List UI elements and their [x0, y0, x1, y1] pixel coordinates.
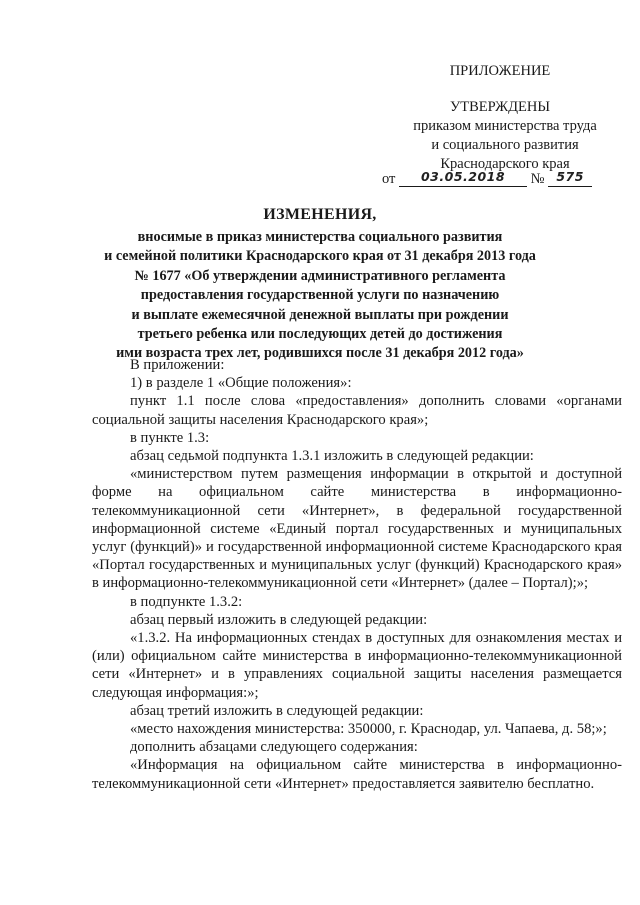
- subtitle-line: и выплате ежемесячной денежной выплаты при рождении: [131, 306, 509, 323]
- subtitle-line: вносимые в приказ министерства социального развития: [137, 229, 503, 245]
- body-paragraph: абзац третий изложить в следующей редакции:: [130, 702, 424, 719]
- order-line: и социального развития: [431, 137, 579, 153]
- order-reference: [380, 117, 630, 174]
- body-paragraph: абзац седьмой подпункта 1.3.1 изложить в следующей редакции:: [130, 448, 534, 465]
- subtitle-line: ими возраста трех лет, родившихся после 31 декабря 2012 года»: [116, 345, 524, 362]
- approved-heading: УТВЕРЖДЕНЫ: [449, 99, 551, 115]
- subtitle-line: предоставления государственной услуги по назначению: [140, 287, 500, 304]
- subtitle-line: № 1677 «Об утверждении административного регламента: [134, 267, 506, 284]
- handwritten-date: 03.05.2018: [399, 167, 527, 187]
- body-paragraph: в пункте 1.3:: [130, 429, 210, 446]
- handwritten-number: 575: [548, 167, 592, 187]
- subtitle-line: третьего ребенка или последующих детей до достижения: [137, 326, 503, 343]
- body-paragraph: В приложении:: [130, 357, 225, 373]
- date-prefix: от: [382, 171, 396, 187]
- body-paragraph: пункт 1.1 после слова «предоставления» дополнить словами «органами социальной защиты населения Краснодарского края»;: [92, 393, 622, 428]
- order-date-line: [382, 169, 632, 189]
- number-prefix: №: [530, 171, 545, 187]
- subtitle-line: и семейной политики Краснодарского края от 31 декабря 2013 года: [104, 248, 536, 265]
- order-line: Краснодарского края: [440, 156, 570, 172]
- document-subtitle: [80, 228, 560, 364]
- body-paragraph: «Информация на официальном сайте министерства в информационно-телекоммуникационной сети «Интернет» предоставляется заявителю бесплатно.: [92, 757, 622, 792]
- order-line: приказом министерства труда: [413, 118, 597, 134]
- document-body: [92, 356, 622, 793]
- body-paragraph: 1) в разделе 1 «Общие положения»:: [130, 375, 352, 392]
- body-paragraph: «место нахождения министерства: 350000, г. Краснодар, ул. Чапаева, д. 58;»;: [130, 721, 607, 738]
- body-paragraph: дополнить абзацами следующего содержания:: [130, 739, 418, 756]
- document-title: ИЗМЕНЕНИЯ,: [263, 206, 377, 223]
- body-paragraph: «1.3.2. На информационных стендах в доступных для ознакомления местах и (или) официальном сайте министерства в информационно-телекоммуникационной сети «Интернет» и в управлениях социальной защиты населения размещается следующая информация:»;: [92, 630, 622, 701]
- body-paragraph: в подпункте 1.3.2:: [130, 593, 243, 610]
- body-paragraph: «министерством путем размещения информации в открытой и доступной форме на официальном сайте министерства в информационно-телекоммуникационной сети «Интернет», в федеральной государственной информационной системе «Единый портал государственных и муниципальных услуг (функций)» и государственной информационной системе Краснодарского края «Портал государственных и муниципальных услуг (функций) Краснодарского края» в информационно-телекоммуникационной сети «Интернет» (далее – Портал);»;: [92, 466, 622, 592]
- body-paragraph: абзац первый изложить в следующей редакции:: [130, 611, 428, 628]
- appendix-heading: ПРИЛОЖЕНИЕ: [449, 63, 551, 79]
